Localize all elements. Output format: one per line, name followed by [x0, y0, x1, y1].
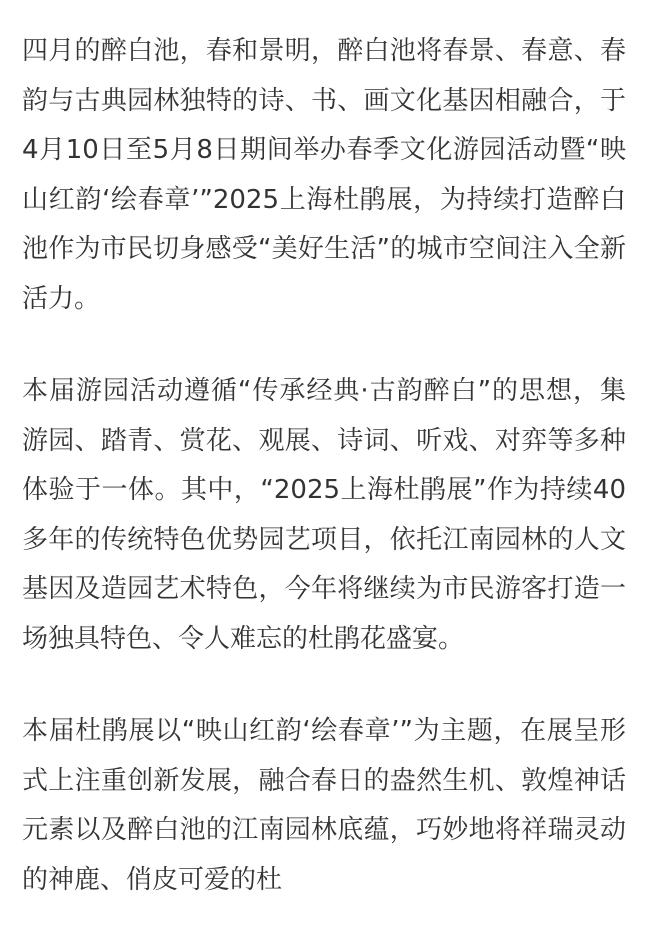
paragraph-theme: 本届杜鹃展以“映山红韵‘绘春章’”为主题，在展呈形式上注重创新发展，融合春日的盎然生机、敦煌神话元素以及醉白池的江南园林底蕴，巧妙地将祥瑞灵动的神鹿、俏皮可爱的杜 — [22, 716, 626, 895]
paragraph-activities: 本届游园活动遵循“传承经典·古韵醉白”的思想，集游园、踏青、赏花、观展、诗词、听戏、对弈等多种体验于一体。其中，“2025上海杜鹃展”作为持续40多年的传统特色优势园艺项目，依托江南园林的人文基因及造园艺术特色，今年将继续为市民游客打造一场独具特色、令人难忘的杜鹃花盛宴。 — [22, 376, 626, 654]
article-body — [22, 27, 626, 948]
paragraph-intro: 四月的醉白池，春和景明，醉白池将春景、春意、春韵与古典园林独特的诗、书、画文化基因相融合，于4月10日至5月8日期间举办春季文化游园活动暨“映山红韵‘绘春章’”2025上海杜鹃展，为持续打造醉白池作为市民切身感受“美好生活”的城市空间注入全新活力。 — [22, 36, 626, 314]
